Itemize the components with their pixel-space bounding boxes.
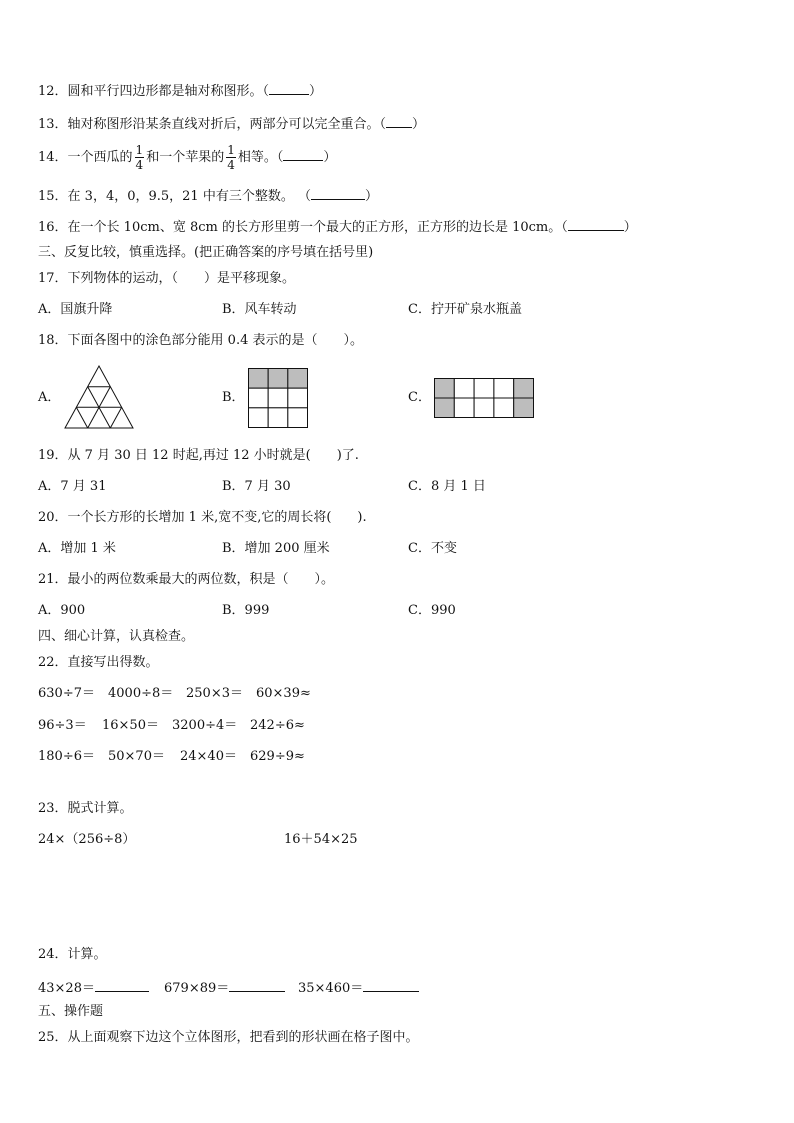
option-b[interactable]: B．风车转动 — [222, 302, 297, 317]
question-14-text-b: 和一个苹果的 — [146, 150, 225, 165]
fraction-numerator: 1 — [135, 143, 144, 157]
option-c[interactable]: C．拧开矿泉水瓶盖 — [408, 302, 522, 317]
figure-b-square-grid — [248, 368, 308, 428]
option-b-label[interactable]: B． — [222, 390, 245, 405]
question-13 — [38, 114, 425, 134]
question-19-stem: 19．从 7 月 30 日 12 时起,再过 12 小时就是( )了. — [38, 448, 359, 463]
option-a[interactable]: A．国旗升降 — [38, 302, 113, 317]
question-20-stem: 20．一个长方形的长增加 1 米,宽不变,它的周长将( ). — [38, 510, 367, 525]
answer-blank[interactable] — [95, 978, 149, 992]
option-c[interactable]: C．不变 — [408, 541, 457, 556]
calc-item: 24×40＝ — [180, 749, 237, 764]
question-25-stem: 25．从上面观察下边这个立体图形，把看到的形状画在格子图中。 — [38, 1030, 419, 1045]
option-c-label[interactable]: C． — [408, 390, 431, 405]
fraction — [226, 143, 236, 172]
answer-blank[interactable] — [283, 147, 323, 161]
answer-blank[interactable] — [229, 978, 285, 992]
question-14-text-a: 14．一个西瓜的 — [38, 150, 133, 165]
question-14 — [38, 143, 336, 173]
figure-a-triangle-grid — [64, 365, 134, 429]
answer-blank[interactable] — [386, 114, 412, 128]
calc-item: 629÷9≈ — [250, 749, 305, 764]
answer-blank[interactable] — [568, 217, 624, 231]
option-a-label[interactable]: A． — [38, 390, 61, 405]
paren-close: ） — [412, 117, 426, 132]
calc-expression: 679×89＝ — [164, 981, 230, 996]
question-12 — [38, 81, 322, 101]
question-18-stem: 18．下面各图中的涂色部分能用 0.4 表示的是（ ）。 — [38, 333, 363, 348]
figure-c-rect-grid — [434, 378, 534, 418]
calc-item: 3200÷4＝ — [172, 718, 238, 733]
question-22-stem: 22．直接写出得数。 — [38, 655, 159, 670]
calc-expression: 43×28＝ — [38, 981, 95, 996]
calc-item: 50×70＝ — [108, 749, 165, 764]
option-c[interactable]: C．990 — [408, 603, 456, 618]
question-15 — [38, 186, 378, 206]
option-b[interactable]: B．增加 200 厘米 — [222, 541, 330, 556]
calc-item: 242÷6≈ — [250, 718, 305, 733]
calc-item — [38, 978, 149, 998]
paren-close: ） — [623, 220, 637, 235]
fraction-denominator: 4 — [227, 158, 235, 172]
expression-2: 16＋54×25 — [284, 832, 358, 847]
question-14-text-c: 相等。（ — [237, 150, 284, 165]
calc-item: 180÷6＝ — [38, 749, 95, 764]
answer-blank[interactable] — [363, 978, 419, 992]
option-b[interactable]: B．999 — [222, 603, 270, 618]
calc-item: 60×39≈ — [256, 686, 311, 701]
question-16-text: 16．在一个长 10cm、宽 8cm 的长方形里剪一个最大的正方形，正方形的边长是 10cm。（ — [38, 220, 568, 235]
option-a[interactable]: A．900 — [38, 603, 86, 618]
calc-expression: 35×460＝ — [298, 981, 364, 996]
paren-close: ） — [309, 84, 323, 99]
calc-item — [164, 978, 285, 998]
calc-item: 96÷3＝ — [38, 718, 87, 733]
calc-item: 16×50＝ — [102, 718, 159, 733]
option-c[interactable]: C．8 月 1 日 — [408, 479, 486, 494]
section-5-heading: 五、操作题 — [38, 1004, 104, 1019]
paren-close: ） — [364, 189, 378, 204]
fraction-denominator: 4 — [135, 158, 144, 172]
question-13-text: 13．轴对称图形沿某条直线对折后，两部分可以完全重合。（ — [38, 117, 387, 132]
calc-item: 250×3＝ — [186, 686, 243, 701]
fraction-numerator: 1 — [227, 143, 235, 157]
question-16 — [38, 217, 637, 237]
option-a[interactable]: A．7 月 31 — [38, 479, 107, 494]
option-a[interactable]: A．增加 1 米 — [38, 541, 116, 556]
expression-1: 24×（256÷8） — [38, 832, 136, 847]
question-23-stem: 23．脱式计算。 — [38, 801, 133, 816]
question-17-stem: 17．下列物体的运动，（ ）是平移现象。 — [38, 271, 296, 286]
paren-close: ） — [323, 150, 337, 165]
calc-item — [298, 978, 419, 998]
question-21-stem: 21．最小的两位数乘最大的两位数，积是（ ）。 — [38, 572, 335, 587]
fraction — [135, 143, 145, 172]
calc-item: 4000÷8＝ — [108, 686, 174, 701]
answer-blank[interactable] — [269, 81, 309, 95]
question-12-text: 12．圆和平行四边形都是轴对称图形。（ — [38, 84, 270, 99]
section-3-heading: 三、反复比较，慎重选择。(把正确答案的序号填在括号里) — [38, 245, 374, 260]
calc-item: 630÷7＝ — [38, 686, 95, 701]
section-4-heading: 四、细心计算，认真检查。 — [38, 629, 195, 644]
option-b[interactable]: B．7 月 30 — [222, 479, 291, 494]
question-24-stem: 24．计算。 — [38, 947, 107, 962]
question-15-text: 15．在 3，4，0，9.5，21 中有三个整数。 （ — [38, 189, 311, 204]
answer-blank[interactable] — [311, 186, 365, 200]
